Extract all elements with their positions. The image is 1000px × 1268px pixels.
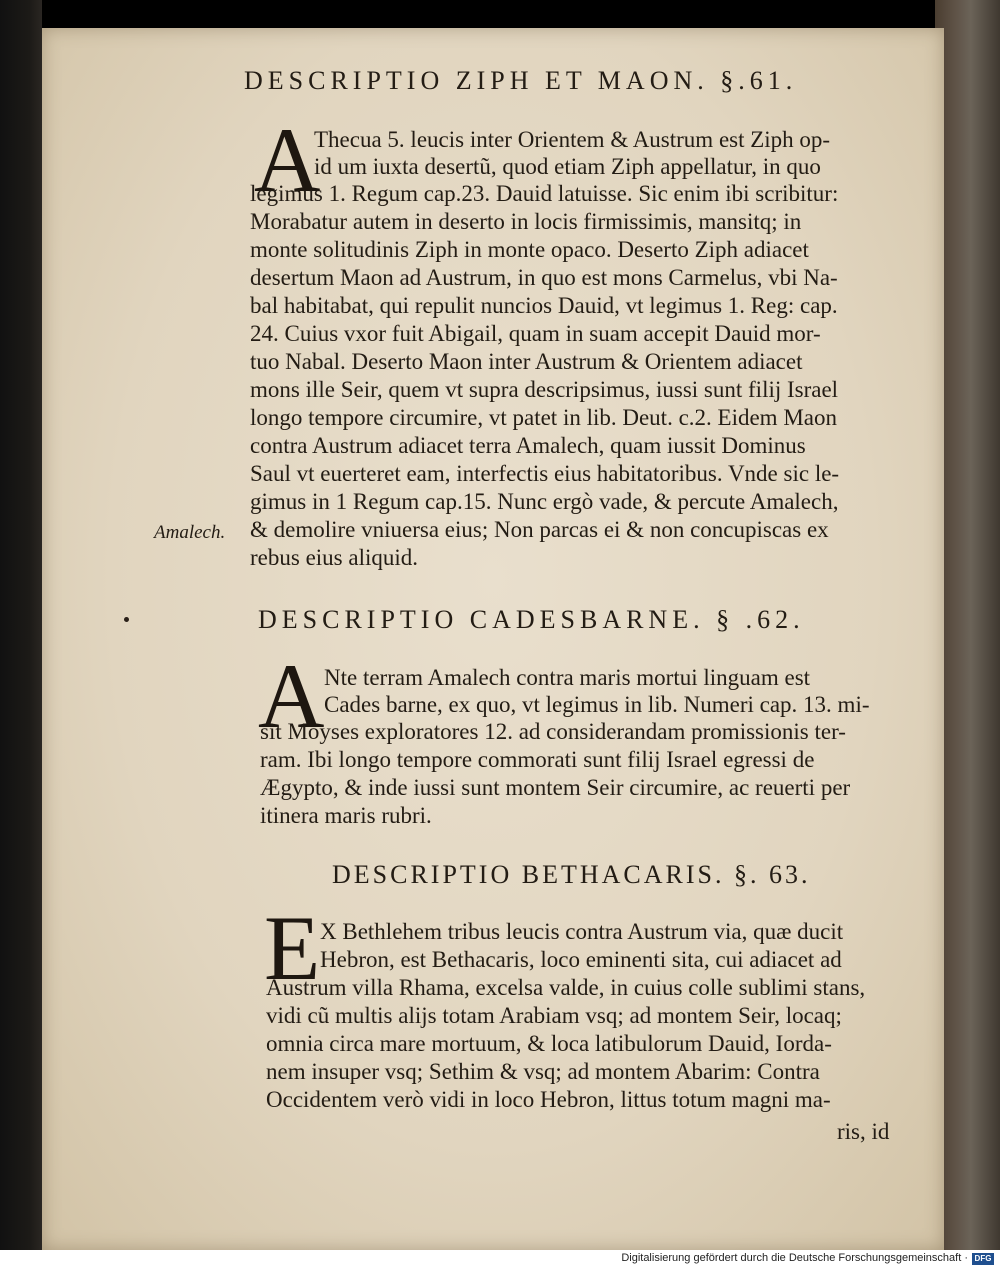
text-line: contra Austrum adiacet terra Amalech, quam iussit Dominus (250, 433, 806, 458)
text-line: itinera maris rubri. (260, 803, 432, 828)
section-title-ziph-maon: DESCRIPTIO ZIPH ET MAON. §.61. (244, 66, 798, 95)
text-line: & demolire vniuersa eius; Non parcas ei & non concupiscas ex (250, 517, 829, 542)
catchword: ris, id (837, 1119, 890, 1144)
text-line: Occidentem verò vidi in loco Hebron, littus totum magni ma- (266, 1087, 831, 1112)
text-line: Morabatur autem in deserto in locis firmissimis, mansitq; in (250, 209, 802, 234)
text-line: Cades barne, ex quo, vt legimus in lib. Numeri cap. 13. mi- (324, 692, 870, 717)
text-line: mons ille Seir, quem vt supra descripsimus, iussi sunt filij Israel (250, 377, 839, 402)
dfg-logo: DFG (972, 1253, 994, 1265)
text-line: omnia circa mare mortuum, & loca latibulorum Dauid, Iorda- (266, 1031, 832, 1056)
text-line: sit Moyses exploratores 12. ad considerandam promissionis ter- (260, 719, 846, 744)
footer-bar (0, 1250, 1000, 1268)
text-line: desertum Maon ad Austrum, in quo est mons Carmelus, vbi Na- (250, 265, 838, 290)
text-line: Nte terram Amalech contra maris mortui linguam est (324, 665, 811, 690)
text-line: tuo Nabal. Deserto Maon inter Austrum & Orientem adiacet (250, 349, 803, 374)
text-line: nem insuper vsq; Sethim & vsq; ad montem Abarim: Contra (266, 1059, 820, 1084)
text-line: bal habitabat, qui repulit nuncios Dauid, vt legimus 1. Reg: cap. (250, 293, 838, 318)
text-line: Austrum villa Rhama, excelsa valde, in cuius colle sublimi stans, (266, 975, 866, 1000)
text-line: Saul vt euerteret eam, interfectis eius habitatoribus. Vnde sic le- (250, 461, 840, 486)
section-title-bethacaris: DESCRIPTIO BETHACARIS. §. 63. (332, 860, 811, 889)
footer-credit: Digitalisierung gefördert durch die Deutsche Forschungsgemeinschaft · (621, 1252, 968, 1264)
text-line: Thecua 5. leucis inter Orientem & Austrum est Ziph op- (314, 127, 831, 152)
text-line: X Bethlehem tribus leucis contra Austrum via, quæ ducit (320, 919, 844, 944)
text-line: legimus 1. Regum cap.23. Dauid latuisse. Sic enim ibi scribitur: (250, 181, 839, 206)
text-line: vidi cũ multis alijs totam Arabiam vsq; ad montem Seir, locaq; (266, 1003, 842, 1028)
marginal-note: Amalech. (154, 522, 226, 543)
text-line: ram. Ibi longo tempore commorati sunt filij Israel egressi de (260, 747, 815, 772)
section-title-cadesbarne: DESCRIPTIO CADESBARNE. § .62. (258, 605, 805, 634)
text-line: Hebron, est Bethacaris, loco eminenti sita, cui adiacet ad (320, 947, 842, 972)
book-binding-left (0, 0, 42, 1250)
text-line: longo tempore circumire, vt patet in lib. Deut. c.2. Eidem Maon (250, 405, 837, 430)
text-line: gimus in 1 Regum cap.15. Nunc ergò vade, & percute Amalech, (250, 489, 839, 514)
text-line: id um iuxta desertũ, quod etiam Ziph appellatur, in quo (314, 154, 821, 179)
margin-dot (124, 617, 129, 622)
drop-initial-a: A (254, 109, 321, 211)
drop-initial-a: A (258, 645, 325, 747)
drop-initial-e: E (264, 897, 321, 999)
text-line: Ægypto, & inde iussi sunt montem Seir circumire, ac reuerti per (260, 775, 851, 800)
text-line: monte solitudinis Ziph in monte opaco. Deserto Ziph adiacet (250, 237, 809, 262)
text-line: 24. Cuius vxor fuit Abigail, quam in suam accepit Dauid mor- (250, 321, 821, 346)
book-page (42, 28, 944, 1250)
text-line: rebus eius aliquid. (250, 545, 418, 570)
